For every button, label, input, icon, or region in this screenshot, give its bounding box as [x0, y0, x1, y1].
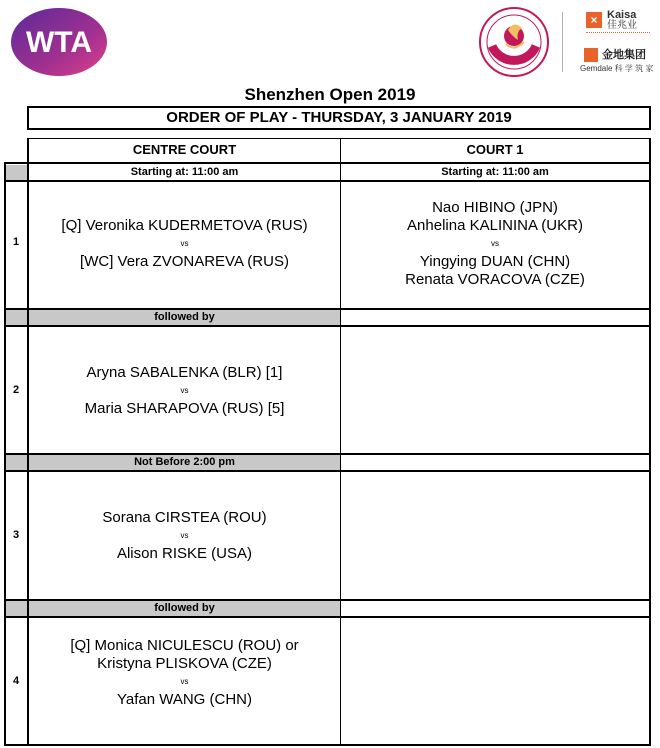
match-centre-4 — [29, 637, 340, 709]
player: Nao HIBINO (JPN) — [432, 199, 558, 216]
versus-label: vs — [491, 239, 499, 248]
wta-logo-text: WTA — [25, 26, 93, 59]
page-title: Shenzhen Open 2019 — [244, 85, 416, 104]
order-of-play-text: ORDER OF PLAY - THURSDAY, 3 JANUARY 2019 — [166, 109, 512, 126]
match-number: 3 — [12, 529, 20, 541]
court-header-court1: COURT 1 — [466, 142, 524, 157]
gemdale-cn-name: 金地集团 — [602, 49, 646, 61]
player: Yafan WANG (CHN) — [116, 691, 252, 708]
kaisa-name: Kaisa — [607, 9, 637, 21]
grid-line — [4, 162, 6, 746]
kaisa-mark-icon: × — [586, 12, 602, 28]
match-number: 2 — [12, 384, 20, 396]
slot-label: Starting at: 11:00 am — [130, 166, 239, 178]
player: [Q] Veronika KUDERMETOVA (RUS) — [61, 217, 308, 234]
court-header-centre: CENTRE COURT — [132, 142, 237, 157]
match-centre-3 — [29, 509, 340, 563]
player: Yingying DUAN (CHN) — [419, 253, 571, 270]
match-number: 1 — [12, 236, 20, 248]
match-centre-1 — [29, 217, 340, 271]
player: Alison RISKE (USA) — [116, 545, 253, 562]
player: [WC] Vera ZVONAREVA (RUS) — [80, 253, 289, 270]
player: Renata VORACOVA (CZE) — [405, 271, 585, 288]
match-court1-1 — [341, 199, 649, 289]
match-centre-2 — [29, 364, 340, 418]
player: Maria SHARAPOVA (RUS) [5] — [84, 400, 285, 417]
versus-label: vs — [180, 531, 189, 540]
player: Aryna SABALENKA (BLR) [1] — [86, 364, 283, 381]
player: [Q] Monica NICULESCU (ROU) or — [70, 637, 299, 654]
grid-line — [4, 744, 651, 746]
player: Kristyna PLISKOVA (CZE) — [97, 655, 272, 672]
grid-line — [649, 138, 651, 746]
slot-label: followed by — [154, 602, 215, 614]
versus-label: vs — [180, 386, 189, 395]
gemdale-en-name: Gemdale 科 学 筑 家 — [580, 64, 654, 73]
gray-cell — [6, 165, 27, 180]
kaisa-cn-name: 佳兆业 — [607, 20, 637, 31]
player: Anhelina KALININA (UKR) — [407, 217, 583, 234]
match-number: 4 — [12, 675, 20, 687]
slot-label: followed by — [154, 311, 215, 323]
slot-label: Not Before 2:00 pm — [134, 456, 235, 468]
versus-label: vs — [180, 677, 189, 686]
slot-label: Starting at: 11:00 am — [441, 166, 549, 178]
versus-label: vs — [180, 239, 189, 248]
player: Sorana CIRSTEA (ROU) — [102, 509, 267, 526]
